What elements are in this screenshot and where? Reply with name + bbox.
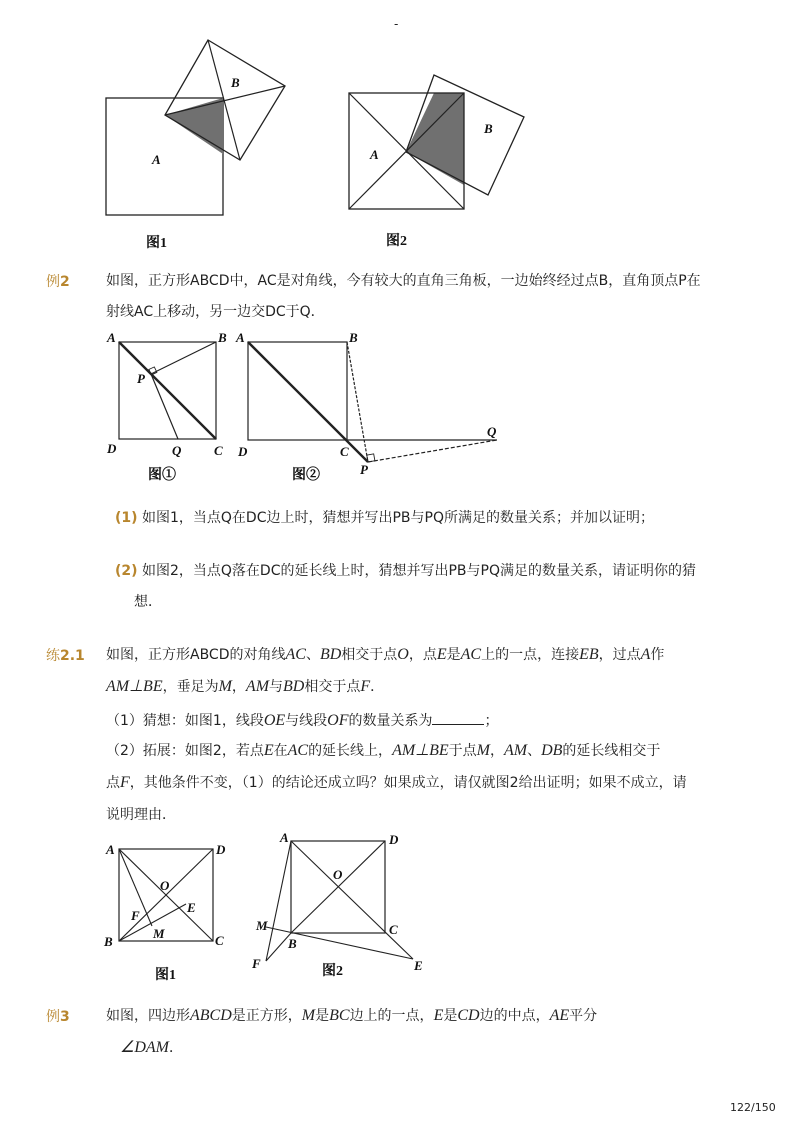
practice21-line1: 如图，正方形ABCD的对角线AC、BD相交于点O，点E是AC上的一点，连接EB，过点A作 bbox=[106, 646, 665, 663]
practice21-line2: AM⊥BE，垂足为M，AM与BD相交于点F． bbox=[106, 678, 385, 695]
pr21f2-M: M bbox=[256, 918, 268, 933]
example2-question1: (1) 如图1，当点Q在DC边上时，猜想并写出PB与PQ所满足的数量关系；并加以证明； bbox=[115, 510, 654, 526]
example2-question2: (2) 如图2，当点Q落在DC的延长线上时，猜想并写出PB与PQ满足的数量关系，请证明你的猜 bbox=[115, 563, 696, 579]
ex2f1-P: P bbox=[137, 371, 145, 386]
pr21f2-O: O bbox=[333, 867, 343, 882]
pr21f2-A: A bbox=[280, 830, 289, 845]
pr21f2-C: C bbox=[389, 922, 398, 937]
page-number: 122/150 bbox=[730, 1101, 776, 1114]
example2-tag: 例2 bbox=[46, 274, 70, 290]
example2-question2-cont: 想． bbox=[134, 594, 162, 610]
fig-top1-caption: 图1 bbox=[146, 236, 167, 251]
practice21-line6: 说明理由． bbox=[106, 807, 176, 823]
pr21f2-B: B bbox=[288, 936, 297, 951]
pr21f1-A: A bbox=[106, 842, 115, 857]
ex2f1-B: B bbox=[218, 330, 227, 345]
top-mark: - bbox=[394, 17, 399, 31]
pr21f1-caption: 图1 bbox=[155, 968, 176, 983]
fig-top2-caption: 图2 bbox=[386, 234, 407, 249]
pr21f1-B: B bbox=[104, 934, 113, 949]
pr21f1-E: E bbox=[187, 900, 196, 915]
example2-line1: 如图，正方形ABCD中，AC是对角线，今有较大的直角三角板，一边始终经过点B，直角顶点P在 bbox=[106, 273, 701, 289]
pr21f1-F: F bbox=[131, 908, 140, 923]
ex2f2-A: A bbox=[236, 330, 245, 345]
pr21f1-M: M bbox=[153, 926, 165, 941]
ex2f2-D: D bbox=[238, 444, 248, 459]
example3-line1: 如图，四边形ABCD是正方形，M是BC边上的一点，E是CD边的中点，AE平分 bbox=[106, 1007, 598, 1024]
ex2f1-A: A bbox=[107, 330, 116, 345]
ex2f2-B: B bbox=[349, 330, 358, 345]
ex2f2-Q: Q bbox=[487, 424, 497, 439]
practice21-line3: （1）猜想：如图1，线段OE与线段OF的数量关系为 ； bbox=[106, 712, 499, 729]
pr21f2-E: E bbox=[414, 958, 423, 973]
fig-top2-label-b: B bbox=[484, 121, 493, 136]
ex2f1-D: D bbox=[107, 441, 117, 456]
pr21f1-D: D bbox=[216, 842, 226, 857]
fig-top1-label-a: A bbox=[152, 152, 161, 167]
ex2f2-P: P bbox=[360, 462, 368, 477]
ex2f1-C: C bbox=[214, 443, 223, 458]
ex2f1-caption: 图① bbox=[148, 468, 176, 483]
pr21f2-F: F bbox=[252, 956, 261, 971]
example3-line2: ∠DAM． bbox=[120, 1039, 183, 1056]
pr21f2-D: D bbox=[389, 832, 399, 847]
example3-tag: 例3 bbox=[46, 1009, 70, 1025]
practice21-line4: （2）拓展：如图2，若点E在AC的延长线上，AM⊥BE于点M，AM、DB的延长线相交于 bbox=[106, 742, 661, 759]
pr21f2-caption: 图2 bbox=[322, 964, 343, 979]
ex2f2-caption: 图② bbox=[292, 468, 320, 483]
pr21f1-C: C bbox=[215, 933, 224, 948]
fig-top1-label-b: B bbox=[231, 75, 240, 90]
practice21-line5: 点F，其他条件不变，（1）的结论还成立吗？如果成立，请仅就图2给出证明；如果不成立，请 bbox=[106, 774, 687, 791]
ex2f1-Q: Q bbox=[172, 443, 182, 458]
pr21f1-O: O bbox=[160, 878, 170, 893]
practice21-tag: 练2.1 bbox=[46, 648, 85, 664]
ex2f2-C: C bbox=[340, 444, 349, 459]
fig-top2-label-a: A bbox=[370, 147, 379, 162]
example2-line2: 射线AC上移动，另一边交DC于Q． bbox=[106, 304, 325, 320]
